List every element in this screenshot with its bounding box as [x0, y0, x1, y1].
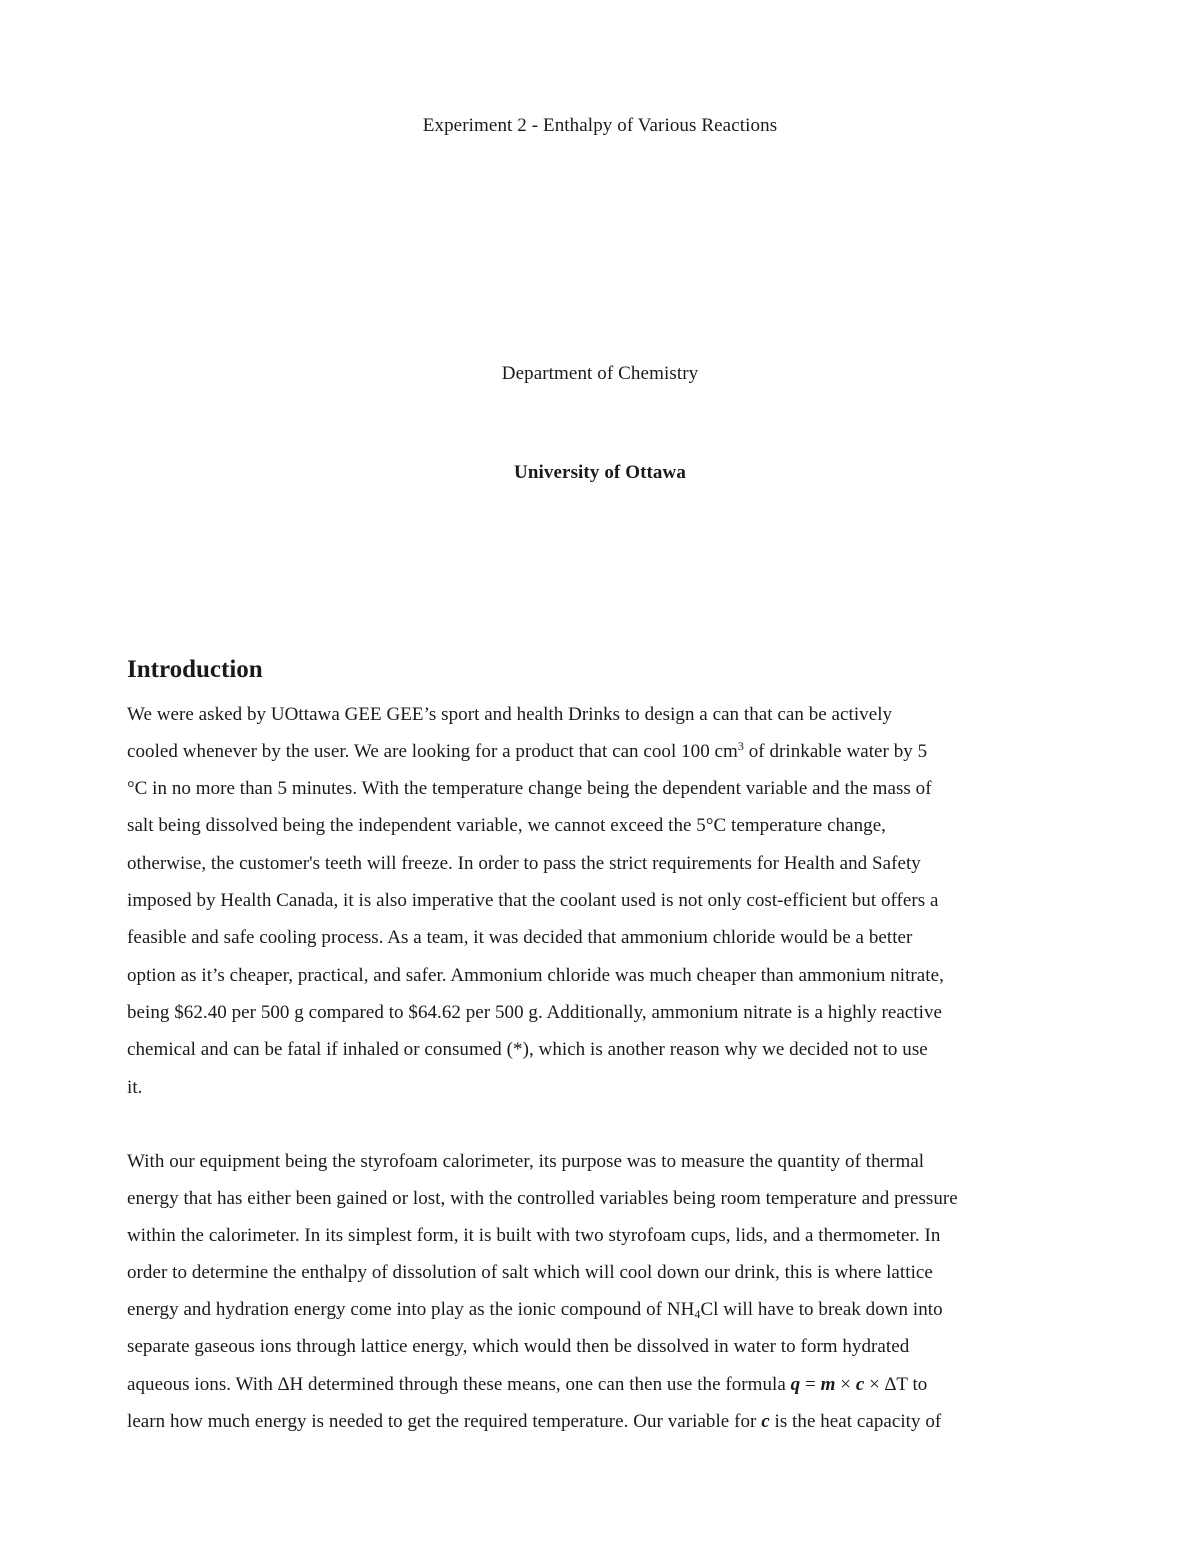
text-line — [127, 1298, 943, 1322]
text-line: being $62.40 per 500 g compared to $64.62 per 500 g. Additionally, ammonium nitrate is a highly reactive — [127, 1002, 942, 1023]
document-title: Experiment 2 - Enthalpy of Various Reactions — [422, 115, 778, 136]
text-line: salt being dissolved being the independent variable, we cannot exceed the 5°C temperature change, — [127, 815, 886, 836]
text-segment: aqueous ions. With ∆H determined through these means, one can then use the formula — [127, 1374, 791, 1395]
text-line: energy that has either been gained or lost, with the controlled variables being room temperature and pressure — [127, 1188, 958, 1209]
math-variable-m: m — [820, 1374, 836, 1395]
text-segment: cooled whenever by the user. We are looking for a product that can cool 100 cm — [127, 741, 738, 762]
math-variable-c: c — [761, 1411, 770, 1432]
text-line: We were asked by UOttawa GEE GEE’s sport and health Drinks to design a can that can be actively — [127, 704, 893, 725]
text-segment: energy and hydration energy come into play as the ionic compound of NH — [127, 1299, 695, 1320]
text-segment: is the heat capacity of — [769, 1411, 942, 1432]
text-line: With our equipment being the styrofoam calorimeter, its purpose was to measure the quantity of thermal — [127, 1151, 925, 1172]
text-segment: × — [835, 1374, 856, 1395]
text-line: order to determine the enthalpy of dissolution of salt which will cool down our drink, this is where lattice — [127, 1262, 933, 1283]
subscript: 4 — [694, 1307, 701, 1321]
text-line: otherwise, the customer's teeth will freeze. In order to pass the strict requirements for Health and Safety — [127, 853, 921, 874]
text-line — [127, 1373, 927, 1397]
text-segment: Cl will have to break down into — [700, 1299, 943, 1320]
superscript: 3 — [737, 739, 744, 753]
text-line: it. — [127, 1077, 143, 1098]
section-heading-introduction: Introduction — [127, 656, 263, 683]
department-name: Department of Chemistry — [501, 363, 699, 384]
text-segment: of drinkable water by 5 — [743, 741, 928, 762]
text-line: option as it’s cheaper, practical, and safer. Ammonium chloride was much cheaper than ammonium nitrate, — [127, 965, 944, 986]
text-line: feasible and safe cooling process. As a team, it was decided that ammonium chloride would be a better — [127, 927, 913, 948]
text-line — [127, 740, 927, 764]
text-line: chemical and can be fatal if inhaled or consumed (*), which is another reason why we decided not to use — [127, 1039, 928, 1060]
text-line: imposed by Health Canada, it is also imperative that the coolant used is not only cost-efficient but offers a — [127, 890, 939, 911]
text-line: °C in no more than 5 minutes. With the temperature change being the dependent variable and the mass of — [127, 778, 932, 799]
math-variable-c: c — [855, 1374, 865, 1395]
text-segment: learn how much energy is needed to get the required temperature. Our variable for — [127, 1411, 762, 1432]
math-variable-q: q — [790, 1374, 801, 1395]
text-line — [127, 1410, 941, 1434]
text-line: within the calorimeter. In its simplest form, it is built with two styrofoam cups, lids, and a thermometer. In — [127, 1225, 941, 1246]
university-name: University of Ottawa — [514, 462, 686, 483]
text-segment: × ∆T to — [864, 1374, 928, 1395]
text-segment: = — [800, 1374, 821, 1395]
text-line: separate gaseous ions through lattice energy, which would then be dissolved in water to form hydrated — [127, 1336, 910, 1357]
